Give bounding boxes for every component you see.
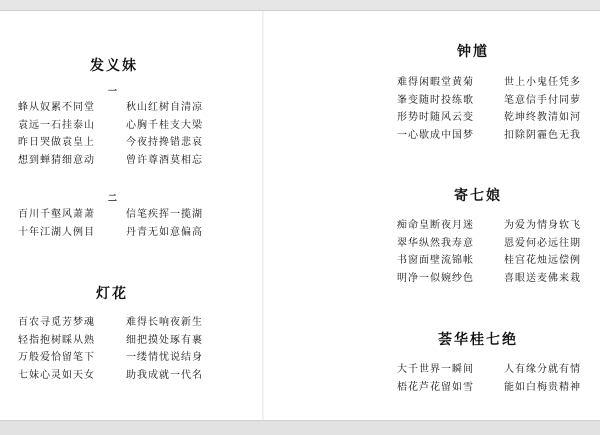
verse-line: 笔意信手付同萝 <box>504 94 581 106</box>
verse-line: 桂宫花烛远偿例 <box>504 255 581 266</box>
verse-column <box>504 217 581 287</box>
top-edge <box>0 0 600 11</box>
verse-line: 昨日哭做袁皇上 <box>18 137 95 148</box>
verse-line: 大千世界一瞬间 <box>397 364 474 375</box>
verse-line: 今夜持搀错悲哀 <box>126 137 203 148</box>
verse-line: 乾坤终教清如河 <box>504 112 581 123</box>
section-number: 二 <box>108 194 118 204</box>
poem-title: 发义妹 <box>90 58 138 74</box>
verse-line: 细把摸处琢有裹 <box>126 334 203 346</box>
verse-column <box>126 206 203 241</box>
verse-line: 翠华纵然我寿意 <box>397 237 474 249</box>
verse-line: 袁远一石挂泰山 <box>18 119 95 131</box>
verse-column <box>504 74 581 144</box>
verse-line: 书窗面壁流锦帐 <box>397 255 474 266</box>
verse-line: 万般爱恰留笔下 <box>18 352 95 363</box>
verse-column <box>504 361 581 396</box>
section-number: 一 <box>108 87 118 97</box>
right-page <box>264 11 600 420</box>
verse-line: 七妹心灵如天女 <box>18 369 95 381</box>
verse-line: 峯变随时投练歌 <box>397 94 474 106</box>
verse-line: 蜂从奴累不同堂 <box>18 102 95 113</box>
verse-column <box>18 99 95 169</box>
bottom-edge <box>0 420 600 435</box>
verse-line: 心胸千桂支大梁 <box>126 119 203 131</box>
verse-line: 人有缘分就有情 <box>504 364 581 375</box>
verse-column <box>18 206 95 241</box>
verse-line: 形势时随风云变 <box>397 112 474 123</box>
verse-column <box>397 217 474 287</box>
verse-line: 秋山红树自清凉 <box>126 102 203 113</box>
verse-line: 想到蝉猜细意动 <box>18 154 95 166</box>
verse-column <box>126 99 203 169</box>
verse-line: 丹青无如意偏高 <box>126 226 203 238</box>
verse-line: 为爱为情身软飞 <box>504 220 581 231</box>
verse-line: 百农寻觅芳梦魂 <box>18 317 95 328</box>
verse-line: 曾许尊酒莫相忘 <box>126 154 203 166</box>
verse-line: 明净一似婉纱色 <box>397 272 474 284</box>
verse-column <box>126 314 203 384</box>
verse-line: 百川千壑风萧萧 <box>18 209 95 220</box>
poem-title: 灯花 <box>96 286 128 302</box>
verse-line: 世上小鬼任凭多 <box>504 77 581 88</box>
verse-line: 扣除阴霾色无我 <box>504 129 581 141</box>
verse-line: 难得长响夜新生 <box>126 317 203 328</box>
verse-line: 轻指抱树睬从熟 <box>18 334 95 346</box>
verse-column <box>397 74 474 144</box>
verse-line: 难得闲暇堂黄菊 <box>397 77 474 88</box>
poem-title: 钟馗 <box>457 44 489 60</box>
verse-line: 信笔疾挥一揽湖 <box>126 209 203 220</box>
left-page <box>0 11 263 420</box>
verse-column <box>397 361 474 396</box>
verse-line: 痴命皇断夜月迷 <box>397 220 474 231</box>
verse-line: 能如白梅贵精神 <box>504 381 581 393</box>
verse-line: 一缕情忧说结身 <box>126 352 203 363</box>
verse-line: 恩爱何必远往期 <box>504 237 581 249</box>
verse-line: 梧花芦花留如雪 <box>397 381 474 393</box>
poem-title: 荟华桂七绝 <box>438 332 518 348</box>
verse-line: 一心歇成中国梦 <box>397 129 474 141</box>
verse-line: 喜眼送麦佛来栽 <box>504 272 581 284</box>
verse-column <box>18 314 95 384</box>
verse-line: 助我成就一代名 <box>126 369 203 381</box>
poem-title: 寄七娘 <box>454 188 502 204</box>
verse-line: 十年江湖人例目 <box>18 226 95 238</box>
